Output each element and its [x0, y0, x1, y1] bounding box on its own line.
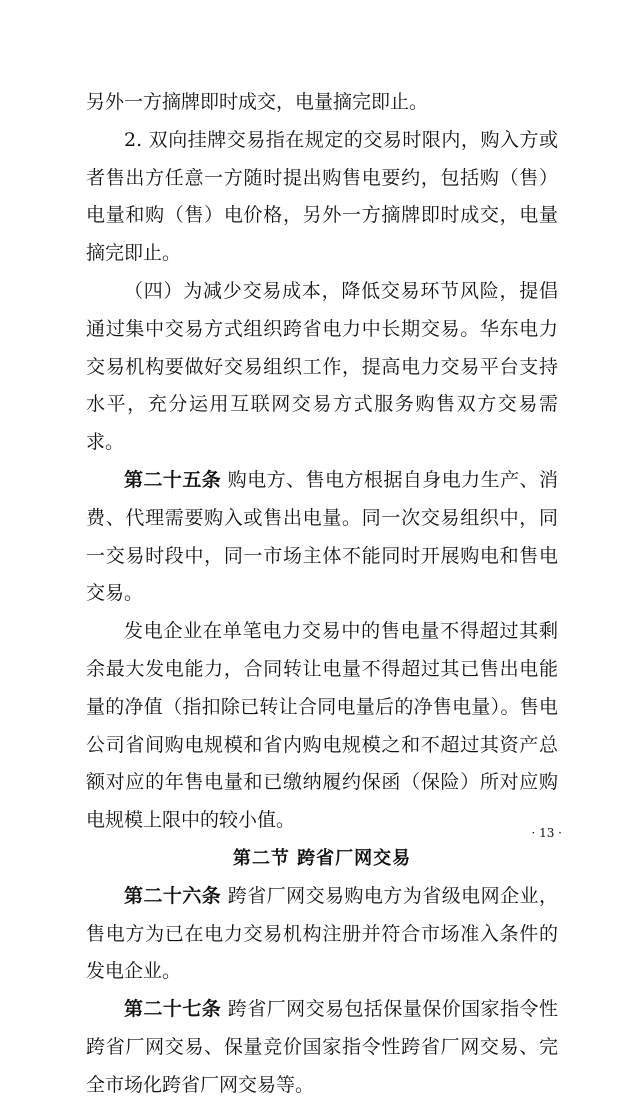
article-27-title: 第二十七条: [124, 998, 222, 1021]
article-25: [86, 462, 558, 613]
article-25-text: 购电方、售电方根据自身电力生产、消费、代理需要购入或售出电量。同一次交易组织中，同一交易时段中，同一市场主体不能同时开展购电和售电交易。: [86, 468, 558, 605]
section-heading: 第二节 跨省厂网交易: [232, 847, 412, 869]
document-body: [86, 84, 558, 1105]
article-26-title: 第二十六条: [124, 884, 222, 907]
paragraph-generation-limits: 发电企业在单笔电力交易中的售电量不得超过其剩余最大发电能力，合同转让电量不得超过其已售出电能量的净值（指扣除已转让合同电量后的净售电量）。售电公司省间购电规模和省内购电规模之和不超过其资产总额对应的年售电量和已缴纳履约保函（保险）所对应购电规模上限中的较小值。: [86, 620, 558, 832]
article-27-text: 跨省厂网交易包括保量保价国家指令性跨省厂网交易、保量竞价国家指令性跨省厂网交易、完全市场化跨省厂网交易等。: [86, 998, 558, 1096]
article-25-title: 第二十五条: [124, 468, 222, 491]
page-number: · 13 ·: [531, 826, 562, 840]
article-26: [86, 878, 558, 991]
paragraph-section-four: （四）为减少交易成本，降低交易环节风险，提倡通过集中交易方式组织跨省电力中长期交易。华东电力交易机构要做好交易组织工作，提高电力交易平台支持水平，充分运用互联网交易方式服务购售双方交易需求。: [86, 279, 558, 454]
paragraph-continuation: 另外一方摘牌即时成交，电量摘完即止。: [86, 91, 429, 113]
article-26-text: 跨省厂网交易购电方为省级电网企业，售电方为已在电力交易机构注册并符合市场准入条件的发电企业。: [86, 884, 558, 983]
paragraph-two-way-listing: 2. 双向挂牌交易指在规定的交易时限内，购入方或者售出方任意一方随时提出购售电要约，包括购（售）电量和购（售）电价格，另外一方摘牌即时成交，电量摘完即止。: [86, 128, 558, 265]
article-27: [86, 991, 558, 1104]
